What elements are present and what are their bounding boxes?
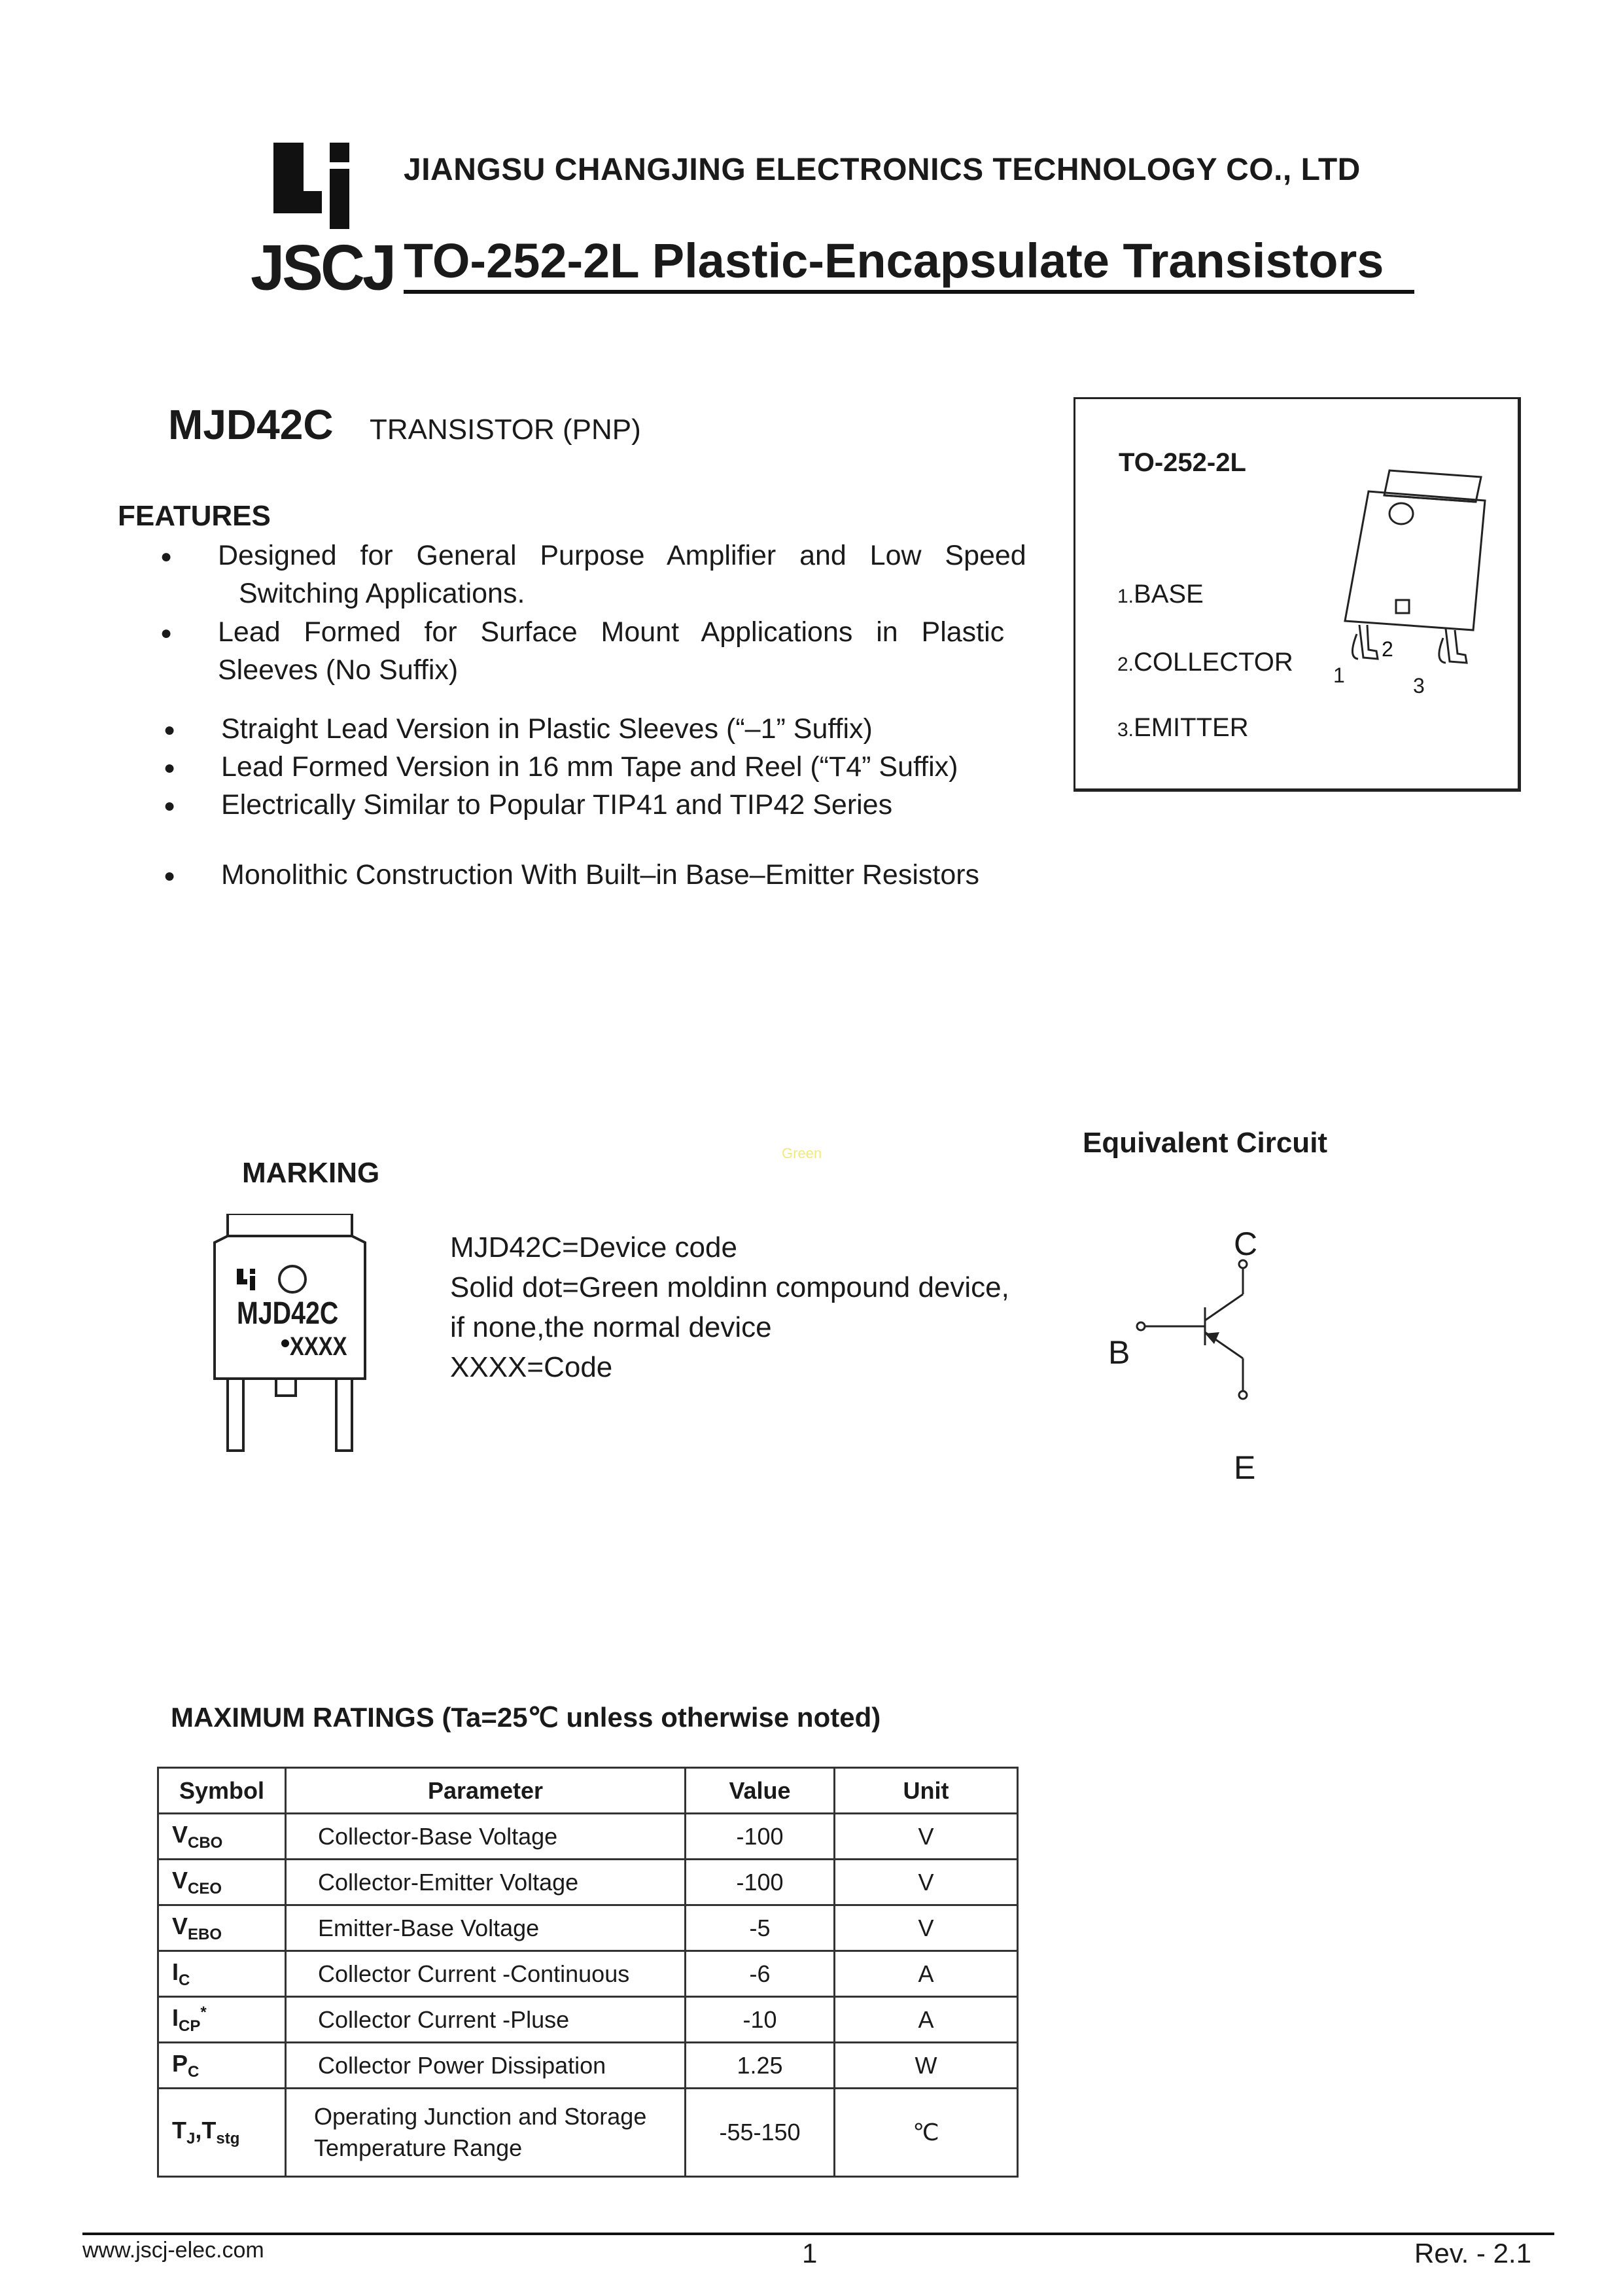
marking-description — [450, 1227, 1009, 1387]
watermark-text: Green — [782, 1145, 822, 1161]
parameter-cell: Operating Junction and Storage Temperature Range — [286, 2089, 686, 2177]
feature-text: Switching Applications. — [239, 578, 525, 609]
pin-drawing-label: 2 — [1382, 637, 1393, 661]
value-cell: 1.25 — [686, 2043, 835, 2089]
table-row — [158, 1814, 1018, 1860]
unit-cell: ℃ — [835, 2089, 1018, 2177]
marking-chip-code: MJD42C — [237, 1296, 339, 1331]
footer-url[interactable]: www.jscj-elec.com — [82, 2238, 264, 2263]
circuit-label-c: C — [1234, 1226, 1258, 1262]
bullet-icon: ● — [164, 719, 176, 741]
feature-text: Monolithic Construction With Built–in Base–Emitter Resistors — [221, 859, 980, 891]
feature-text: Lead Formed Version in 16 mm Tape and Reel (“T4” Suffix) — [221, 751, 958, 783]
marking-chip-subcode: XXXX — [290, 1332, 347, 1361]
column-header: Unit — [835, 1768, 1018, 1814]
value-cell: -6 — [686, 1951, 835, 1997]
value-cell: -100 — [686, 1860, 835, 1905]
marking-desc-line: XXXX=Code — [450, 1351, 613, 1383]
unit-cell: A — [835, 1997, 1018, 2043]
circuit-label-e: E — [1234, 1449, 1256, 1486]
table-row — [158, 1951, 1018, 1997]
page-number: 1 — [802, 2238, 818, 2269]
revision: Rev. - 2.1 — [1414, 2238, 1531, 2269]
table-row — [158, 1997, 1018, 2043]
parameter-cell: Collector-Base Voltage — [286, 1814, 686, 1860]
marking-heading: MARKING — [242, 1157, 380, 1189]
symbol-cell: $V_{CEO}$ — [158, 1860, 286, 1905]
column-header: Value — [686, 1768, 835, 1814]
column-header: Parameter — [286, 1768, 686, 1814]
ratings-heading: MAXIMUM RATINGS (Ta=25℃ unless otherwise noted) — [171, 1702, 881, 1733]
feature-text: Straight Lead Version in Plastic Sleeves (“–1” Suffix) — [221, 713, 873, 745]
unit-cell: A — [835, 1951, 1018, 1997]
value-cell: -55-150 — [686, 2089, 835, 2177]
parameter-cell: Collector Current -Pluse — [286, 1997, 686, 2043]
table-header-row — [158, 1768, 1018, 1814]
bullet-icon: ● — [164, 865, 176, 887]
features-heading: FEATURES — [118, 500, 271, 532]
part-type: TRANSISTOR (PNP) — [370, 414, 641, 446]
parameter-cell: Collector Power Dissipation — [286, 2043, 686, 2089]
pin-label-base: 1.BASE — [1117, 580, 1204, 609]
company-logo-icon — [273, 143, 356, 229]
symbol-cell: $P_C$ — [158, 2043, 286, 2089]
symbol-cell: $I_C$ — [158, 1951, 286, 1997]
page-title: TO-252-2L Plastic-Encapsulate Transistors — [404, 234, 1384, 288]
part-number: MJD42C — [168, 401, 334, 448]
table-row — [158, 2043, 1018, 2089]
pin-label-collector: 2.COLLECTOR — [1117, 648, 1293, 677]
equivalent-circuit-heading: Equivalent Circuit — [1083, 1127, 1328, 1159]
parameter-cell: Emitter-Base Voltage — [286, 1905, 686, 1951]
ratings-table — [157, 1767, 1019, 2178]
parameter-cell: Collector-Emitter Voltage — [286, 1860, 686, 1905]
title-underline — [404, 290, 1414, 294]
bullet-icon: ● — [164, 795, 176, 817]
feature-text: Sleeves (No Suffix) — [218, 654, 459, 686]
column-header: Symbol — [158, 1768, 286, 1814]
package-title: TO-252-2L — [1119, 448, 1246, 477]
bullet-icon: ● — [164, 757, 176, 779]
pin-label-emitter: 3.EMITTER — [1117, 713, 1249, 742]
marking-desc-line: Solid dot=Green moldinn compound device, — [450, 1271, 1009, 1303]
unit-cell: W — [835, 2043, 1018, 2089]
value-cell: -10 — [686, 1997, 835, 2043]
feature-text: Designed for General Purpose Amplifier and Low Speed — [218, 540, 1026, 571]
marking-desc-line: MJD42C=Device code — [450, 1231, 737, 1263]
value-cell: -100 — [686, 1814, 835, 1860]
bullet-icon: ● — [160, 546, 173, 567]
unit-cell: V — [835, 1905, 1018, 1951]
parameter-cell: Collector Current -Continuous — [286, 1951, 686, 1997]
symbol-cell: $V_{CBO}$ — [158, 1814, 286, 1860]
feature-text: Electrically Similar to Popular TIP41 and TIP42 Series — [221, 789, 893, 821]
logo-text: JSCJ — [251, 231, 394, 304]
marking-desc-line: if none,the normal device — [450, 1311, 772, 1343]
symbol-cell: $V_{EBO}$ — [158, 1905, 286, 1951]
bullet-icon: ● — [160, 622, 173, 644]
table-row — [158, 2089, 1018, 2177]
table-row — [158, 1905, 1018, 1951]
feature-text: Lead Formed for Surface Mount Applications in Plastic — [218, 616, 1005, 648]
table-row — [158, 1860, 1018, 1905]
unit-cell: V — [835, 1814, 1018, 1860]
to252-package-drawing — [1321, 461, 1505, 703]
value-cell: -5 — [686, 1905, 835, 1951]
transistor-symbol-icon — [1132, 1256, 1263, 1413]
pin-drawing-label: 1 — [1333, 663, 1345, 687]
unit-cell: V — [835, 1860, 1018, 1905]
circuit-label-b: B — [1108, 1334, 1130, 1371]
company-name: JIANGSU CHANGJING ELECTRONICS TECHNOLOGY CO., LTD — [404, 152, 1361, 187]
symbol-cell: $I_{CP}^*$ — [158, 1997, 286, 2043]
symbol-cell: $T_J,T_{stg}$ — [158, 2089, 286, 2177]
pin-drawing-label: 3 — [1413, 674, 1425, 698]
footer-rule — [82, 2233, 1554, 2235]
